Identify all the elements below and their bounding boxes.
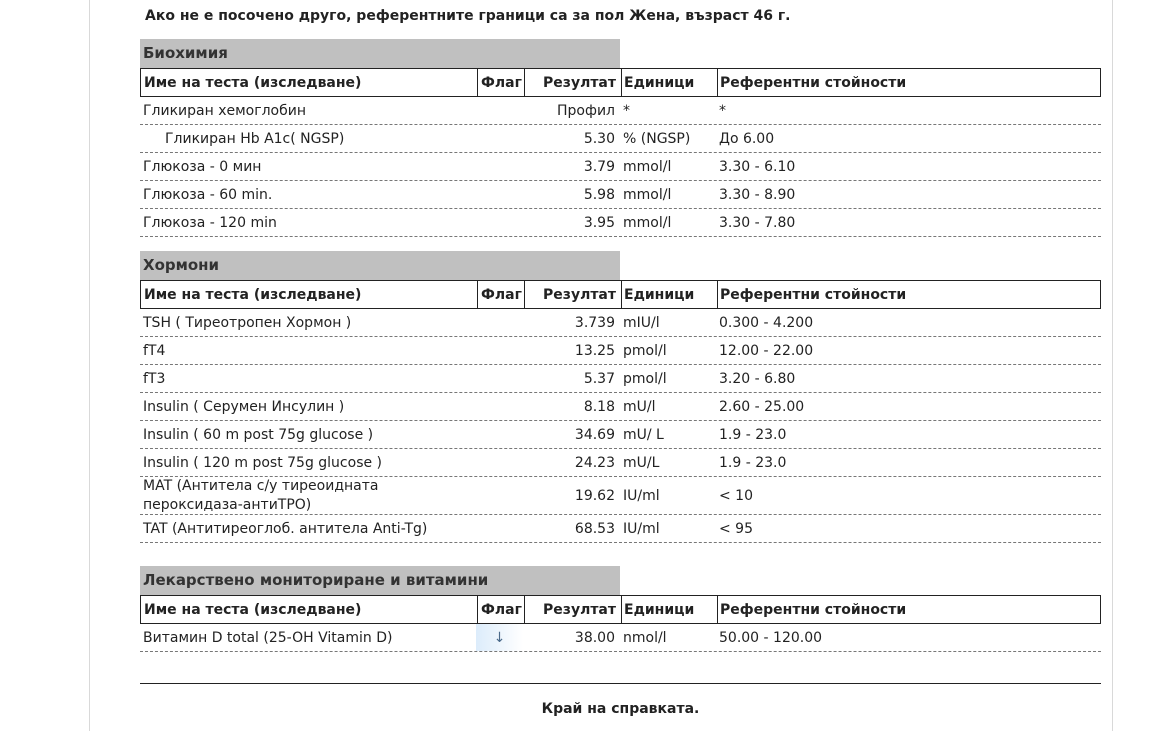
test-ref: 50.00 - 120.00 [719, 629, 823, 646]
test-name: Глюкоза - 60 min. [143, 186, 273, 203]
test-name: Глюкоза - 120 min [143, 214, 277, 231]
test-flag [476, 153, 523, 180]
test-unit: mmol/l [623, 186, 672, 203]
test-result: 5.98 [583, 186, 615, 203]
test-flag [476, 337, 523, 364]
header-result: Резултат [543, 286, 616, 303]
table-header [140, 280, 1101, 309]
test-result: 3.739 [574, 314, 615, 331]
test-ref: 1.9 - 23.0 [719, 426, 787, 443]
test-result: 5.37 [583, 370, 615, 387]
header-ref: Референтни стойности [720, 286, 907, 303]
test-name: fT3 [143, 370, 166, 387]
test-result: 8.18 [583, 398, 615, 415]
table-row [140, 449, 1101, 477]
page-border-right [1112, 0, 1113, 731]
table-row [140, 393, 1101, 421]
table-row [140, 97, 1101, 125]
test-ref: До 6.00 [719, 130, 775, 147]
test-name-line2: пероксидаза-антиTPO) [143, 496, 312, 513]
table-header [140, 68, 1101, 97]
test-ref: 1.9 - 23.0 [719, 454, 787, 471]
test-unit: IU/ml [623, 487, 660, 504]
test-ref: * [719, 102, 726, 119]
header-name: Име на теста (изследване) [144, 74, 362, 91]
test-result: 5.30 [583, 130, 615, 147]
table-row [140, 477, 1101, 515]
test-name: Витамин D total (25-OH Vitamin D) [143, 629, 393, 646]
test-flag [476, 365, 523, 392]
test-unit: mU/ L [623, 426, 664, 443]
test-flag [476, 125, 523, 152]
test-result: 13.25 [574, 342, 615, 359]
end-divider [140, 683, 1101, 684]
section-biochemistry [140, 39, 1101, 237]
table-row [140, 515, 1101, 543]
test-name: TAT (Антитиреоглоб. антитела Anti-Tg) [143, 520, 428, 537]
table-header [140, 595, 1101, 624]
test-ref: 0.300 - 4.200 [719, 314, 814, 331]
section-title: Хормони [140, 251, 620, 280]
header-flag: Флаг [481, 286, 522, 303]
table-row [140, 309, 1101, 337]
test-unit: % (NGSP) [623, 130, 691, 147]
test-name: Глюкоза - 0 мин [143, 158, 262, 175]
table-row [140, 624, 1101, 652]
test-flag [476, 477, 523, 514]
section-hormones [140, 251, 1101, 543]
page-border-left [89, 0, 90, 731]
test-name: Гликиран Hb A1c( NGSP) [165, 130, 345, 147]
test-unit: mmol/l [623, 214, 672, 231]
test-flag [476, 515, 523, 542]
table-row [140, 365, 1101, 393]
test-ref: < 95 [719, 520, 753, 537]
test-unit: * [623, 102, 630, 119]
table-row [140, 337, 1101, 365]
header-ref: Референтни стойности [720, 601, 907, 618]
test-unit: mIU/l [623, 314, 660, 331]
test-result: 3.95 [583, 214, 615, 231]
test-ref: 2.60 - 25.00 [719, 398, 805, 415]
header-ref: Референтни стойности [720, 74, 907, 91]
test-flag [476, 393, 523, 420]
test-unit: mU/L [623, 454, 660, 471]
test-result: 38.00 [574, 629, 615, 646]
test-flag [476, 181, 523, 208]
test-result: Профил [557, 102, 615, 119]
test-ref: 3.30 - 8.90 [719, 186, 796, 203]
low-flag-arrow-icon: ↓ [476, 624, 523, 651]
table-row [140, 153, 1101, 181]
header-result: Резултат [543, 74, 616, 91]
end-of-report: Край на справката. [541, 701, 700, 717]
table-row [140, 181, 1101, 209]
test-name: TSH ( Тиреотропен Хормон ) [143, 314, 352, 331]
test-flag [476, 97, 523, 124]
header-unit: Единици [624, 601, 695, 618]
test-name: fT4 [143, 342, 166, 359]
test-unit: mU/l [623, 398, 656, 415]
test-name: Insulin ( 120 m post 75g glucose ) [143, 454, 383, 471]
test-flag [476, 309, 523, 336]
test-name: Insulin ( 60 m post 75g glucose ) [143, 426, 374, 443]
test-unit: nmol/l [623, 629, 667, 646]
test-unit: pmol/l [623, 342, 667, 359]
header-unit: Единици [624, 286, 695, 303]
test-flag [476, 421, 523, 448]
table-row [140, 125, 1101, 153]
test-ref: 3.20 - 6.80 [719, 370, 796, 387]
test-flag [476, 449, 523, 476]
test-unit: IU/ml [623, 520, 660, 537]
section-title: Биохимия [140, 39, 620, 68]
test-result: 19.62 [574, 487, 615, 504]
test-unit: pmol/l [623, 370, 667, 387]
section-title: Лекарствено мониториране и витамини [140, 566, 620, 595]
reference-note: Ако не е посочено друго, референтните граници са за пол Жена, възраст 46 г. [145, 8, 791, 24]
table-row [140, 421, 1101, 449]
header-name: Име на теста (изследване) [144, 601, 362, 618]
header-name: Име на теста (изследване) [144, 286, 362, 303]
test-ref: 3.30 - 7.80 [719, 214, 796, 231]
header-result: Резултат [543, 601, 616, 618]
test-result: 24.23 [574, 454, 615, 471]
section-vitamins [140, 566, 1101, 652]
test-result: 3.79 [583, 158, 615, 175]
header-flag: Флаг [481, 74, 522, 91]
test-result: 68.53 [574, 520, 615, 537]
test-name [143, 477, 477, 514]
header-flag: Флаг [481, 601, 522, 618]
test-name: Insulin ( Серумен Инсулин ) [143, 398, 345, 415]
header-unit: Единици [624, 74, 695, 91]
test-ref: 3.30 - 6.10 [719, 158, 796, 175]
test-ref: < 10 [719, 487, 753, 504]
table-row [140, 209, 1101, 237]
test-name: Гликиран хемоглобин [143, 102, 306, 119]
test-name-line1: MAT (Антитела с/у тиреоидната [143, 477, 379, 494]
test-flag [476, 209, 523, 236]
test-unit: mmol/l [623, 158, 672, 175]
test-ref: 12.00 - 22.00 [719, 342, 814, 359]
test-result: 34.69 [574, 426, 615, 443]
